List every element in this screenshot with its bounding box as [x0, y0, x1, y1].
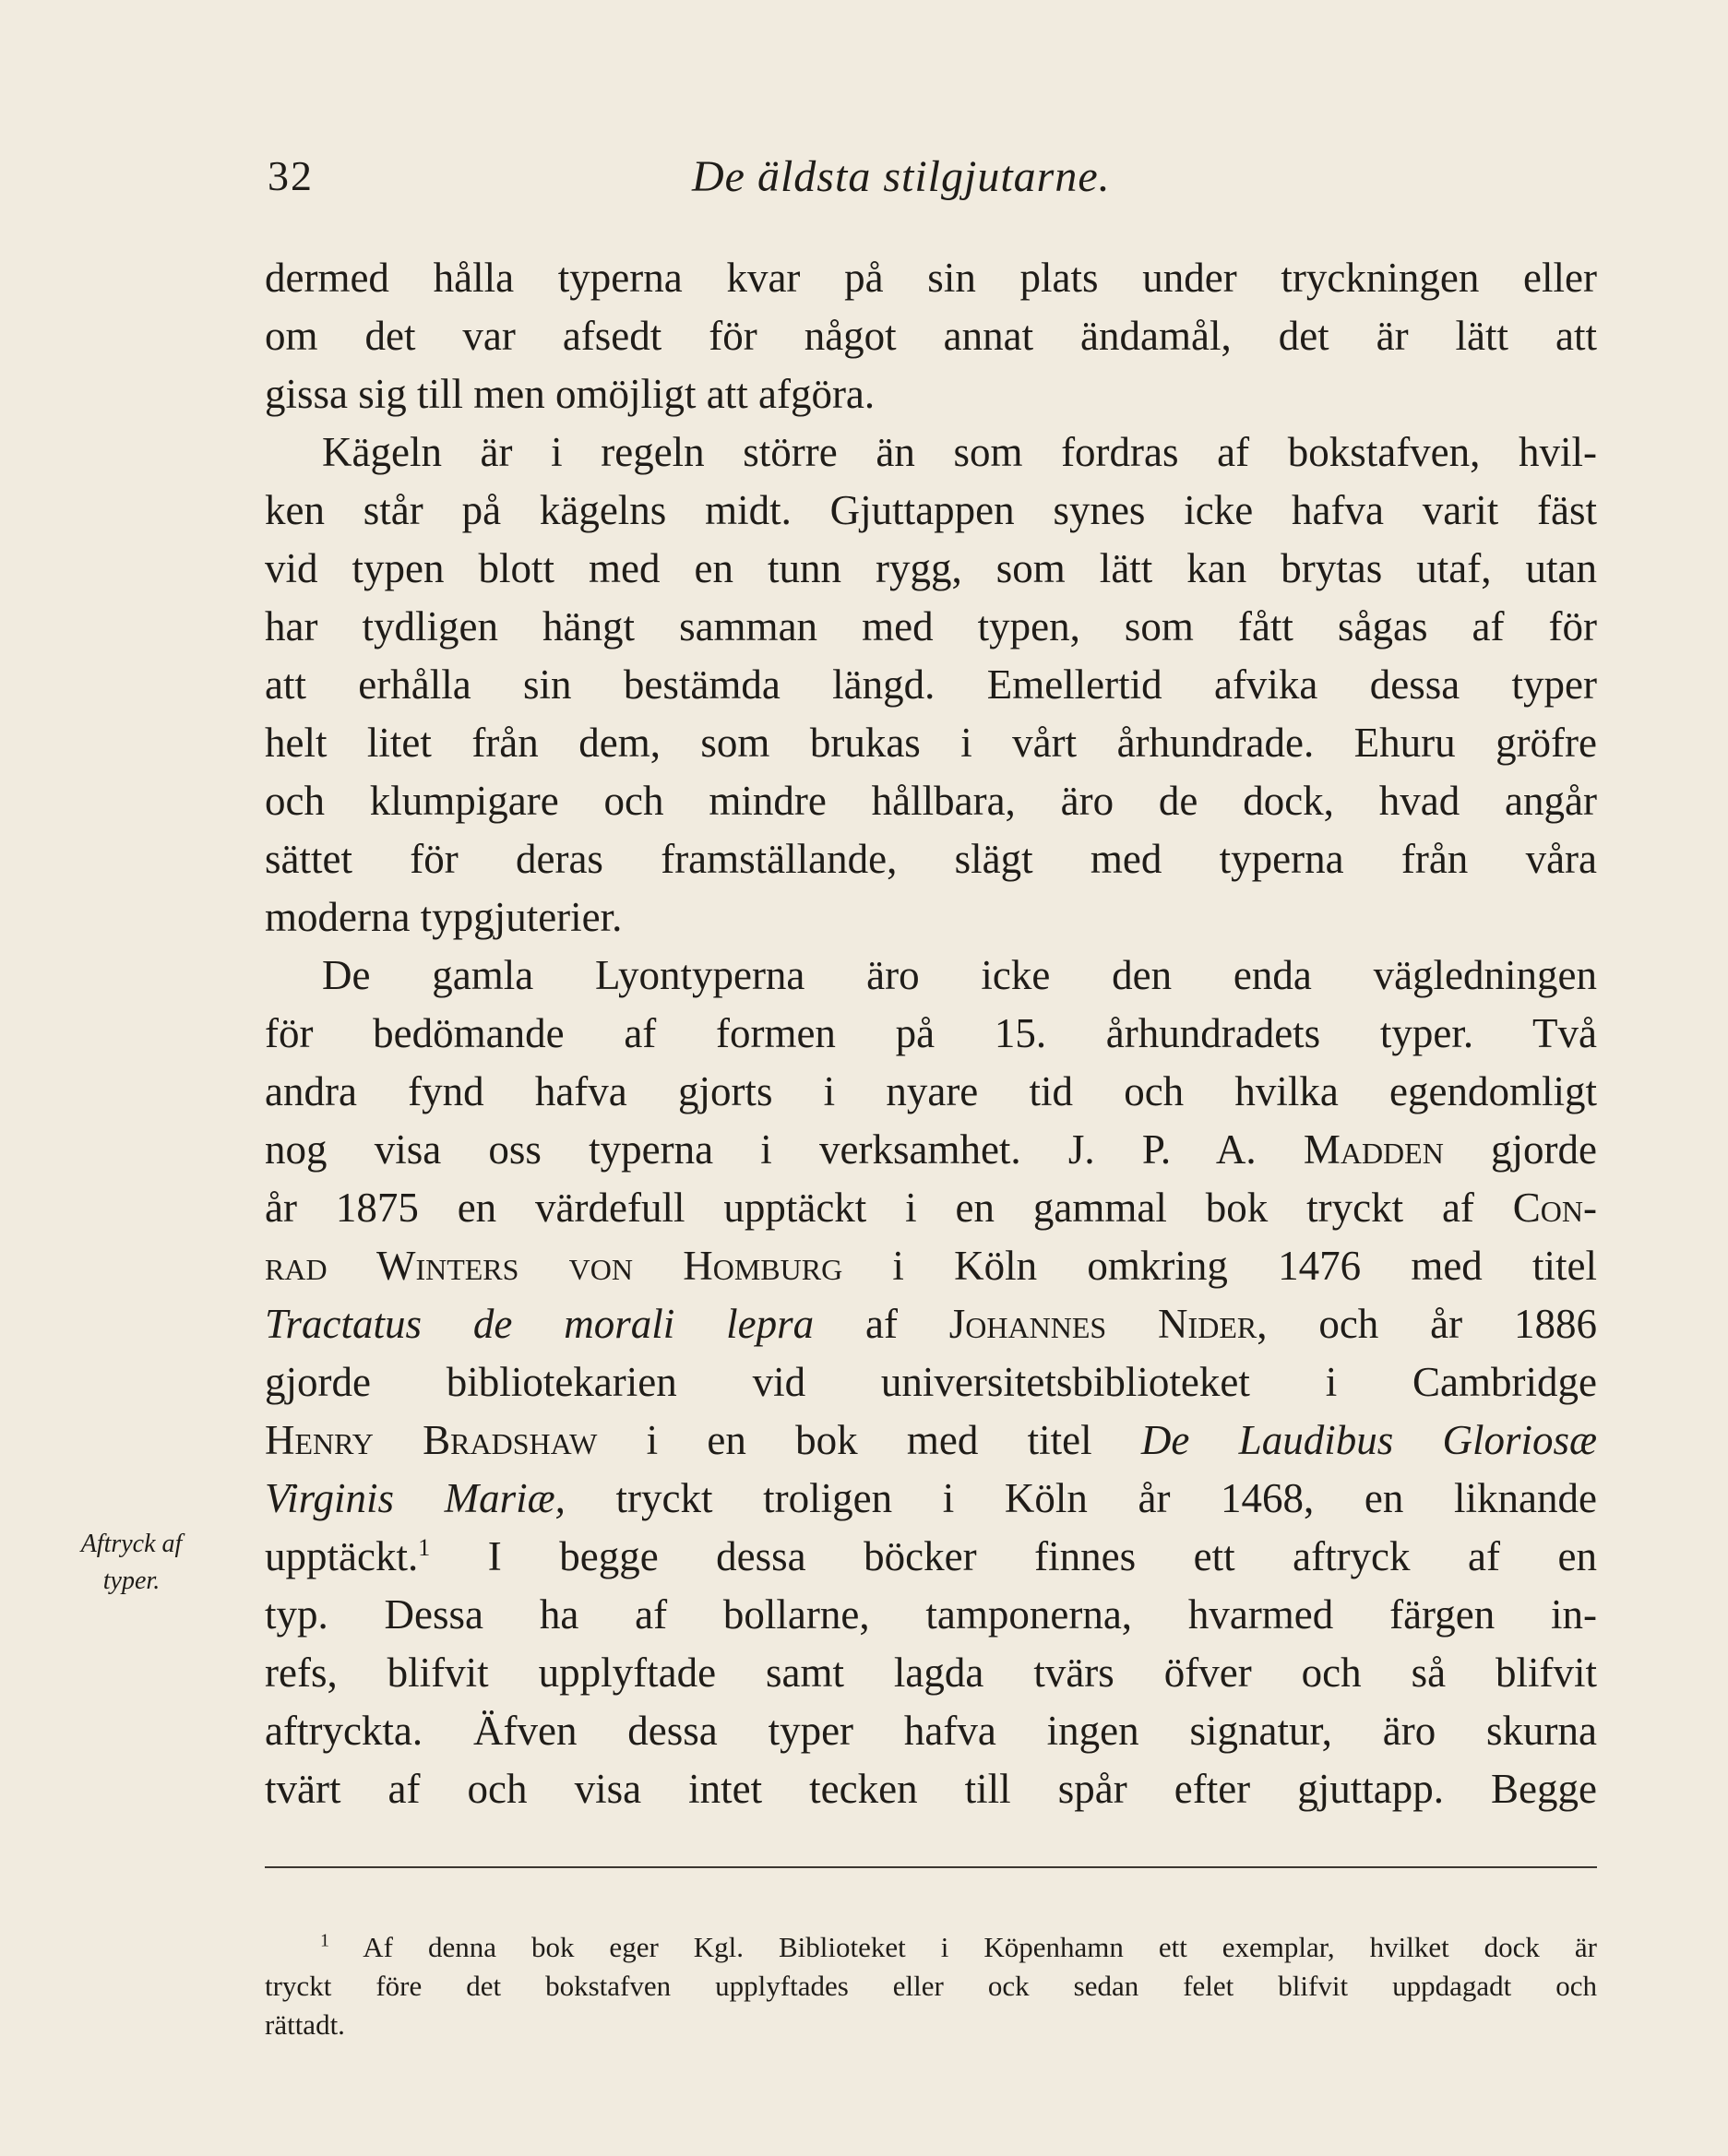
footnote-divider — [265, 1866, 1597, 1868]
text-line — [265, 1412, 1597, 1470]
text-line: gjorde bibliotekarien vid universitetsbiblioteket i Cambridge — [265, 1359, 1597, 1405]
person-name: Johannes Nider — [948, 1301, 1257, 1347]
book-title: De Laudibus Gloriosæ — [1140, 1417, 1598, 1463]
text-segment: I begge dessa böcker finnes ett aftryck af en — [430, 1533, 1597, 1579]
text-segment: , och år 1886 — [1257, 1301, 1597, 1347]
text-line: typ. Dessa ha af bollarne, tamponerna, hvarmed färgen in- — [265, 1591, 1597, 1638]
text-line: andra fynd hafva gjorts i nyare tid och hvilka egendomligt — [265, 1068, 1597, 1114]
footnote-number: 1 — [320, 1930, 329, 1951]
page-number: 32 — [268, 152, 314, 199]
text-segment: i en bok med titel — [597, 1417, 1141, 1463]
text-line: om det var afsedt för något annat ändamål, det är lätt att — [265, 313, 1597, 359]
person-name: Henry Bradshaw — [265, 1417, 598, 1463]
text-line: för bedömande af formen på 15. århundradets typer. Två — [265, 1010, 1597, 1056]
text-line — [265, 1179, 1597, 1237]
text-line: tvärt af och visa intet tecken till spår efter gjuttapp. Begge — [265, 1766, 1597, 1812]
text-line: ken står på kägelns midt. Gjuttappen synes icke hafva varit fäst — [265, 487, 1597, 533]
marginal-note-line: typer. — [102, 1566, 161, 1595]
text-line: och klumpigare och mindre hållbara, äro de dock, hvad angår — [265, 778, 1597, 824]
book-title: Tractatus de morali lepra — [265, 1301, 815, 1347]
text-line: vid typen blott med en tunn rygg, som lätt kan brytas utaf, utan — [265, 545, 1597, 591]
text-line: helt litet från dem, som brukas i vårt århundrade. Ehuru gröfre — [265, 720, 1597, 766]
text-segment: af — [814, 1301, 949, 1347]
person-name: rad Winters von Homburg — [265, 1243, 843, 1289]
text-line: Kägeln är i regeln större än som fordras af bokstafven, hvil- — [322, 429, 1597, 475]
text-segment: nog visa oss typerna i verksamhet. J. P. A. — [265, 1126, 1304, 1173]
text-line — [265, 1237, 1597, 1295]
marginal-note — [37, 1526, 226, 1600]
text-line — [265, 1295, 1597, 1353]
text-segment: gjorde — [1443, 1126, 1597, 1173]
text-segment: upptäckt. — [265, 1533, 419, 1579]
running-title: De äldsta stilgjutarne. — [692, 152, 1111, 201]
text-segment: i Köln omkring 1476 med titel — [842, 1243, 1597, 1289]
text-line: refs, blifvit upplyftade samt lagda tvärs öfver och så blifvit — [265, 1650, 1597, 1696]
body-text — [265, 249, 1597, 1818]
text-line — [265, 1470, 1597, 1528]
marginal-note-line: Aftryck af — [80, 1530, 183, 1558]
text-segment: år 1875 en värdefull upptäckt i en gammal bok tryckt af — [265, 1185, 1513, 1231]
text-line: har tydligen hängt samman med typen, som fått sågas af för — [265, 603, 1597, 649]
footnote-line: tryckt före det bokstafven upplyftades eller ock sedan felet blifvit uppdagadt och — [265, 1970, 1597, 2002]
footnote-line — [265, 1928, 1597, 1967]
text-line: De gamla Lyontyperna äro icke den enda vägledningen — [322, 952, 1597, 998]
text-line — [265, 1528, 1597, 1586]
person-name: Con- — [1512, 1185, 1597, 1231]
text-line: dermed hålla typerna kvar på sin plats under tryckningen eller — [265, 255, 1597, 301]
text-line: att erhålla sin bestämda längd. Emellertid afvika dessa typer — [265, 661, 1597, 708]
footnote — [265, 1928, 1597, 2044]
footnote-marker[interactable]: 1 — [418, 1534, 431, 1561]
person-name: Madden — [1303, 1126, 1444, 1173]
text-line: aftryckta. Äfven dessa typer hafva ingen signatur, äro skurna — [265, 1708, 1597, 1754]
text-line: moderna typgjuterier. — [265, 894, 623, 940]
book-title: Virginis Mariæ, — [265, 1475, 566, 1521]
footnote-line: rättadt. — [265, 2008, 345, 2041]
text-line — [265, 1121, 1597, 1179]
text-line: gissa sig till men omöjligt att afgöra. — [265, 371, 876, 417]
text-segment: tryckt troligen i Köln år 1468, en liknande — [565, 1475, 1597, 1521]
text-segment: Af denna bok eger Kgl. Biblioteket i Köpenhamn ett exemplar, hvilket dock är — [329, 1931, 1597, 1963]
text-line: sättet för deras framställande, slägt med typerna från våra — [265, 836, 1597, 882]
